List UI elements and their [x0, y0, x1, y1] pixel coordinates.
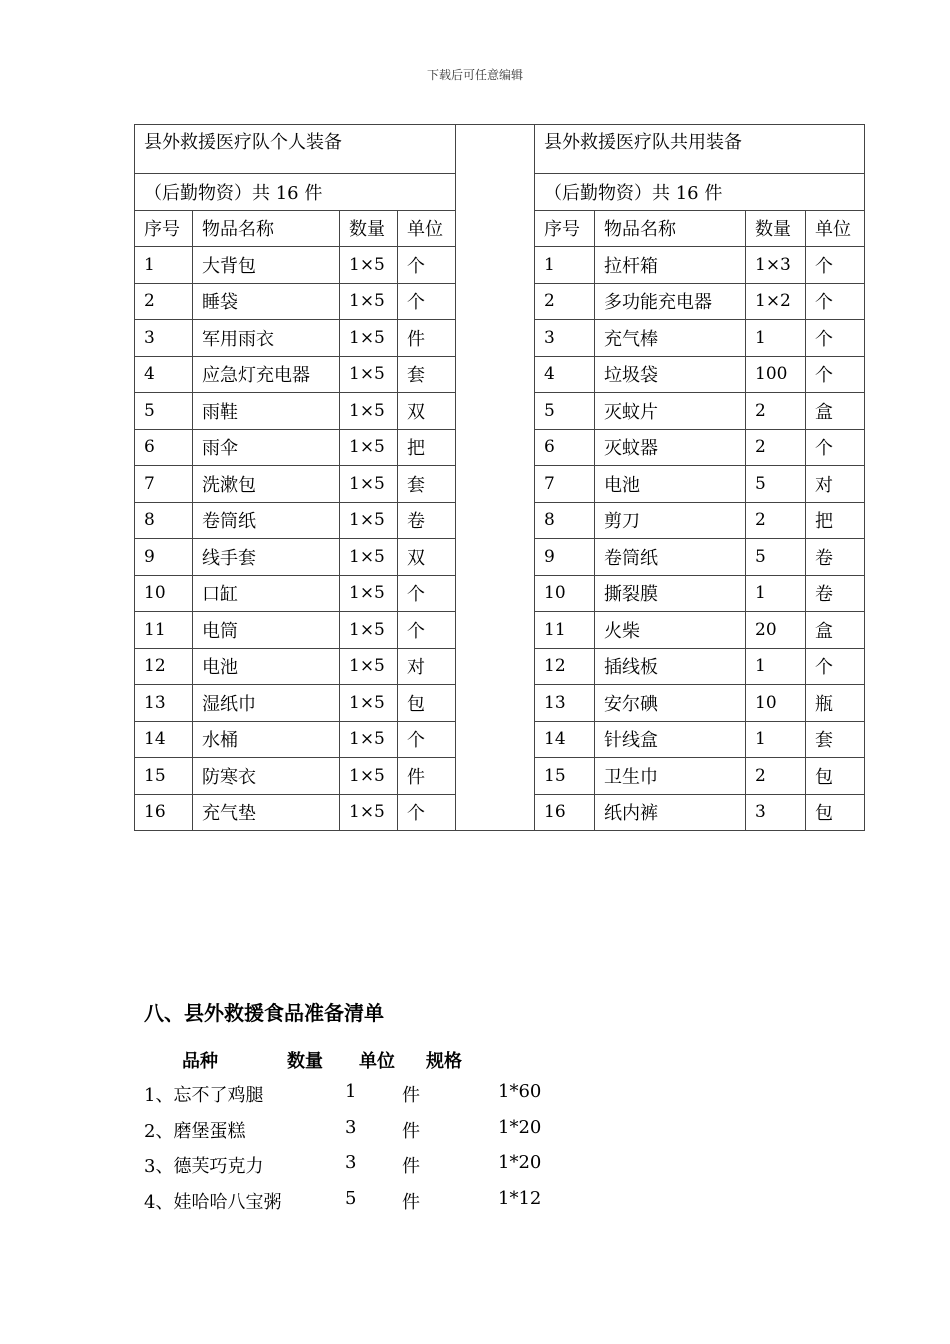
- personal-item-quantity: 1×5: [340, 393, 398, 430]
- food-item-quantity: 3: [345, 1116, 357, 1138]
- personal-item-quantity: 1×5: [340, 575, 398, 612]
- shared-item-quantity: 3: [746, 794, 806, 831]
- personal-item-index: 10: [135, 575, 193, 612]
- shared-item-name: 灭蚊片: [595, 393, 746, 430]
- personal-item-unit: 个: [398, 794, 456, 831]
- shared-item-quantity: 2: [746, 393, 806, 430]
- column-header: 物品名称: [193, 210, 340, 247]
- column-header: 数量: [340, 210, 398, 247]
- shared-item-index: 1: [535, 247, 595, 284]
- shared-item-name: 灭蚊器: [595, 429, 746, 466]
- personal-item-name: 睡袋: [193, 283, 340, 320]
- personal-item-index: 16: [135, 794, 193, 831]
- shared-item-quantity: 20: [746, 612, 806, 649]
- shared-item-quantity: 1×2: [746, 283, 806, 320]
- shared-item-index: 10: [535, 575, 595, 612]
- personal-item-name: 电池: [193, 648, 340, 685]
- shared-item-name: 针线盒: [595, 721, 746, 758]
- shared-item-quantity: 5: [746, 466, 806, 503]
- food-item-unit: 件: [402, 1120, 420, 1142]
- personal-item-name: 口缸: [193, 575, 340, 612]
- personal-item-name: 卷筒纸: [193, 502, 340, 539]
- column-header: 数量: [746, 210, 806, 247]
- personal-item-quantity: 1×5: [340, 502, 398, 539]
- personal-item-quantity: 1×5: [340, 794, 398, 831]
- shared-item-name: 插线板: [595, 648, 746, 685]
- personal-item-quantity: 1×5: [340, 466, 398, 503]
- shared-item-index: 6: [535, 429, 595, 466]
- shared-item-name: 垃圾袋: [595, 356, 746, 393]
- personal-item-index: 7: [135, 466, 193, 503]
- shared-item-unit: 个: [806, 356, 865, 393]
- column-header: 物品名称: [595, 210, 746, 247]
- personal-item-index: 13: [135, 685, 193, 722]
- personal-item-unit: 包: [398, 685, 456, 722]
- shared-item-name: 电池: [595, 466, 746, 503]
- shared-item-name: 剪刀: [595, 502, 746, 539]
- shared-item-name: 火柴: [595, 612, 746, 649]
- shared-item-quantity: 10: [746, 685, 806, 722]
- food-list: [144, 1081, 542, 1223]
- shared-item-name: 卫生巾: [595, 758, 746, 795]
- shared-item-index: 9: [535, 539, 595, 576]
- food-column-header: 单位: [359, 1051, 395, 1072]
- shared-item-quantity: 1: [746, 648, 806, 685]
- personal-item-unit: 个: [398, 612, 456, 649]
- header-note: 下载后可任意编辑: [426, 68, 523, 82]
- personal-item-quantity: 1×5: [340, 685, 398, 722]
- shared-item-index: 14: [535, 721, 595, 758]
- shared-item-index: 8: [535, 502, 595, 539]
- personal-item-quantity: 1×5: [340, 758, 398, 795]
- personal-item-quantity: 1×5: [340, 648, 398, 685]
- shared-item-name: 纸内裤: [595, 794, 746, 831]
- personal-item-index: 8: [135, 502, 193, 539]
- shared-item-quantity: 100: [746, 356, 806, 393]
- shared-item-unit: 瓶: [806, 685, 865, 722]
- food-item-quantity: 1: [345, 1081, 357, 1102]
- shared-item-unit: 包: [806, 758, 865, 795]
- personal-item-name: 充气垫: [193, 794, 340, 831]
- shared-item-unit: 盒: [806, 393, 865, 430]
- personal-item-unit: 把: [398, 429, 456, 466]
- table-title-row: [135, 125, 865, 174]
- personal-item-unit: 个: [398, 721, 456, 758]
- shared-item-index: 4: [535, 356, 595, 393]
- food-list-item: [144, 1152, 542, 1188]
- shared-item-unit: 个: [806, 429, 865, 466]
- shared-item-quantity: 1: [746, 721, 806, 758]
- personal-item-name: 雨伞: [193, 429, 340, 466]
- shared-item-index: 7: [535, 466, 595, 503]
- personal-table-subtitle: （后勤物资）共 16 件: [135, 174, 456, 211]
- food-item-name: 2、磨堡蛋糕: [144, 1120, 246, 1142]
- shared-item-unit: 盒: [806, 612, 865, 649]
- shared-item-unit: 个: [806, 247, 865, 284]
- food-item-unit: 件: [402, 1085, 420, 1106]
- shared-item-quantity: 1: [746, 575, 806, 612]
- food-item-name: 3、德芙巧克力: [144, 1156, 264, 1177]
- shared-item-unit: 卷: [806, 539, 865, 576]
- personal-item-index: 1: [135, 247, 193, 284]
- food-item-unit: 件: [402, 1191, 420, 1213]
- food-item-spec: 1*20: [498, 1152, 542, 1173]
- personal-item-index: 9: [135, 539, 193, 576]
- shared-item-name: 拉杆箱: [595, 247, 746, 284]
- food-list-item: [144, 1187, 542, 1224]
- personal-item-index: 11: [135, 612, 193, 649]
- personal-item-index: 15: [135, 758, 193, 795]
- personal-item-unit: 件: [398, 758, 456, 795]
- personal-item-unit: 卷: [398, 502, 456, 539]
- shared-item-quantity: 2: [746, 758, 806, 795]
- shared-item-index: 13: [535, 685, 595, 722]
- column-header: 单位: [806, 210, 865, 247]
- food-item-quantity: 5: [345, 1187, 357, 1209]
- personal-item-unit: 套: [398, 466, 456, 503]
- equipment-table-body: [135, 125, 865, 831]
- food-item-spec: 1*20: [498, 1116, 542, 1138]
- personal-table-title: 县外救援医疗队个人装备: [135, 125, 456, 174]
- personal-item-name: 军用雨衣: [193, 320, 340, 357]
- personal-item-index: 6: [135, 429, 193, 466]
- food-list-item: [144, 1116, 542, 1153]
- personal-item-unit: 双: [398, 539, 456, 576]
- food-item-unit: 件: [402, 1156, 420, 1177]
- food-item-spec: 1*60: [498, 1081, 542, 1102]
- shared-item-quantity: 1: [746, 320, 806, 357]
- shared-item-quantity: 2: [746, 429, 806, 466]
- personal-item-quantity: 1×5: [340, 612, 398, 649]
- shared-item-index: 3: [535, 320, 595, 357]
- column-header: 单位: [398, 210, 456, 247]
- personal-item-index: 4: [135, 356, 193, 393]
- food-item-name: 4、娃哈哈八宝粥: [144, 1191, 282, 1213]
- shared-table-subtitle: （后勤物资）共 16 件: [535, 174, 865, 211]
- personal-item-name: 线手套: [193, 539, 340, 576]
- food-item-quantity: 3: [345, 1152, 357, 1173]
- food-column-header: 品种: [182, 1051, 218, 1072]
- shared-item-index: 2: [535, 283, 595, 320]
- equipment-table: [134, 124, 865, 831]
- personal-item-quantity: 1×5: [340, 721, 398, 758]
- personal-item-index: 14: [135, 721, 193, 758]
- personal-item-name: 雨鞋: [193, 393, 340, 430]
- shared-item-unit: 个: [806, 320, 865, 357]
- personal-item-unit: 双: [398, 393, 456, 430]
- shared-item-unit: 套: [806, 721, 865, 758]
- personal-item-quantity: 1×5: [340, 283, 398, 320]
- food-list-item: [144, 1081, 542, 1117]
- food-header-row: [144, 1047, 462, 1081]
- personal-item-quantity: 1×5: [340, 356, 398, 393]
- personal-item-name: 湿纸巾: [193, 685, 340, 722]
- shared-item-quantity: 2: [746, 502, 806, 539]
- shared-item-index: 15: [535, 758, 595, 795]
- column-header: 序号: [535, 210, 595, 247]
- personal-item-name: 应急灯充电器: [193, 356, 340, 393]
- personal-item-quantity: 1×5: [340, 320, 398, 357]
- personal-item-unit: 套: [398, 356, 456, 393]
- personal-item-quantity: 1×5: [340, 247, 398, 284]
- shared-item-name: 充气棒: [595, 320, 746, 357]
- personal-item-index: 2: [135, 283, 193, 320]
- personal-item-index: 3: [135, 320, 193, 357]
- food-column-header: 规格: [426, 1051, 462, 1072]
- personal-item-name: 防寒衣: [193, 758, 340, 795]
- personal-item-name: 洗漱包: [193, 466, 340, 503]
- personal-item-quantity: 1×5: [340, 429, 398, 466]
- personal-item-name: 大背包: [193, 247, 340, 284]
- personal-item-unit: 个: [398, 283, 456, 320]
- shared-item-name: 安尔碘: [595, 685, 746, 722]
- food-item-spec: 1*12: [498, 1187, 542, 1209]
- column-header: 序号: [135, 210, 193, 247]
- personal-item-unit: 个: [398, 247, 456, 284]
- personal-item-name: 电筒: [193, 612, 340, 649]
- personal-item-index: 5: [135, 393, 193, 430]
- shared-item-unit: 包: [806, 794, 865, 831]
- personal-item-unit: 件: [398, 320, 456, 357]
- shared-item-unit: 卷: [806, 575, 865, 612]
- shared-item-name: 多功能充电器: [595, 283, 746, 320]
- shared-item-index: 12: [535, 648, 595, 685]
- shared-item-name: 卷筒纸: [595, 539, 746, 576]
- shared-item-unit: 个: [806, 283, 865, 320]
- food-column-header: 数量: [287, 1051, 323, 1072]
- food-section: [144, 998, 542, 1223]
- shared-table-title: 县外救援医疗队共用装备: [535, 125, 865, 174]
- food-section-title: 八、县外救援食品准备清单: [144, 1001, 384, 1025]
- personal-item-index: 12: [135, 648, 193, 685]
- shared-item-unit: 对: [806, 466, 865, 503]
- shared-item-index: 5: [535, 393, 595, 430]
- personal-item-quantity: 1×5: [340, 539, 398, 576]
- shared-item-unit: 把: [806, 502, 865, 539]
- food-item-name: 1、忘不了鸡腿: [144, 1085, 264, 1106]
- table-gap: [456, 125, 535, 831]
- shared-item-quantity: 5: [746, 539, 806, 576]
- personal-item-unit: 个: [398, 575, 456, 612]
- shared-item-unit: 个: [806, 648, 865, 685]
- shared-item-name: 撕裂膜: [595, 575, 746, 612]
- shared-item-index: 16: [535, 794, 595, 831]
- personal-item-name: 水桶: [193, 721, 340, 758]
- shared-item-quantity: 1×3: [746, 247, 806, 284]
- shared-item-index: 11: [535, 612, 595, 649]
- personal-item-unit: 对: [398, 648, 456, 685]
